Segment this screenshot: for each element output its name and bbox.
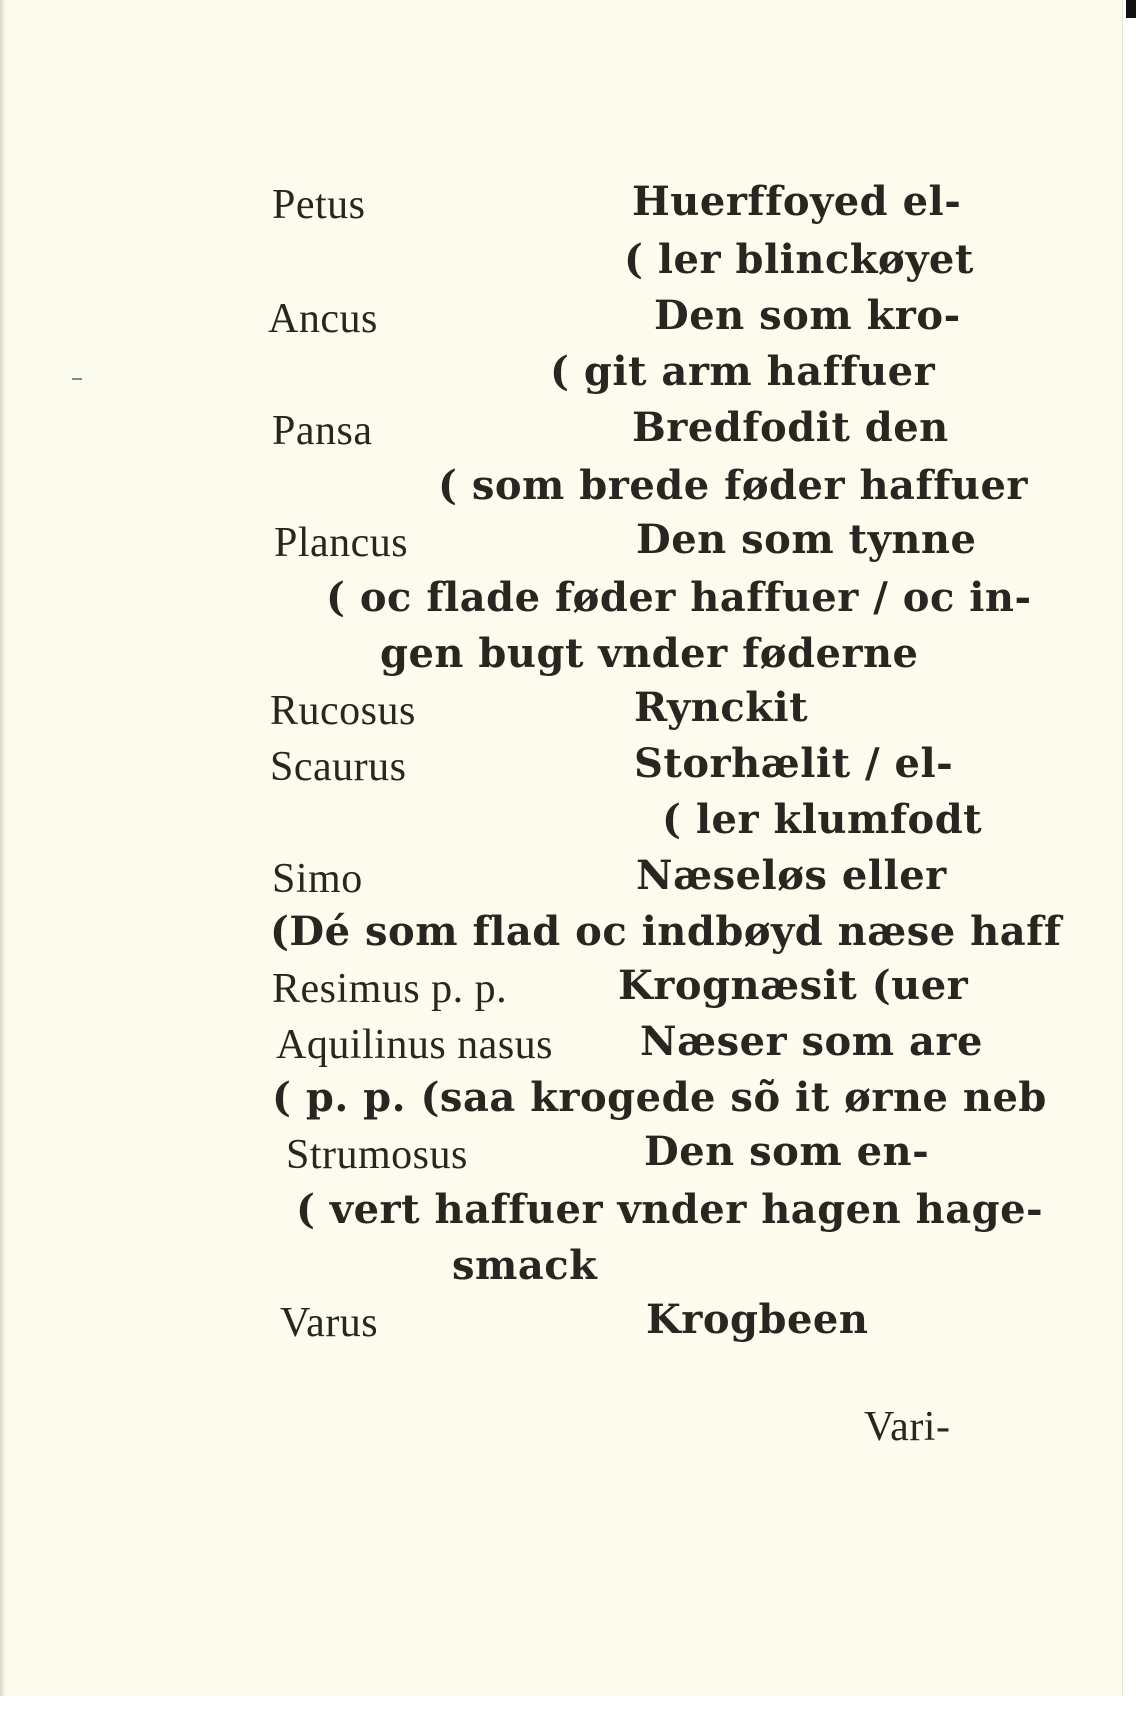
- danish-gloss: ( oc flade føder haffuer / oc in-: [326, 574, 1032, 621]
- danish-gloss: ( p. p. (saa krogede sõ it ørne neb: [272, 1074, 1047, 1121]
- latin-term: Simo: [272, 856, 363, 902]
- danish-gloss: Rynckit: [634, 684, 809, 731]
- danish-gloss: Næser som are: [640, 1018, 983, 1065]
- latin-term: Petus: [272, 182, 366, 228]
- latin-term: Scaurus: [270, 744, 407, 790]
- danish-gloss: ( som brede føder haffuer: [438, 462, 1028, 509]
- scan-corner-mark: [1126, 0, 1136, 18]
- latin-term: Rucosus: [270, 688, 416, 734]
- danish-gloss: Huerffoyed el-: [632, 178, 962, 225]
- danish-gloss: Bredfodit den: [632, 404, 949, 451]
- danish-gloss: (Dé som flad oc indbøyd næse haff: [270, 908, 1062, 955]
- danish-gloss: gen bugt vnder føderne: [380, 630, 919, 677]
- latin-term: Plancus: [274, 520, 409, 566]
- ink-speck: [72, 378, 82, 380]
- danish-gloss: ( vert haffuer vnder hagen hage-: [296, 1186, 1044, 1233]
- latin-term: Varus: [280, 1300, 379, 1346]
- danish-gloss: Krogbeen: [646, 1296, 869, 1343]
- danish-gloss: smack: [452, 1242, 598, 1289]
- page-edge-shadow: [0, 0, 6, 1696]
- danish-gloss: Den som kro-: [654, 292, 961, 339]
- catchword: Vari-: [864, 1404, 951, 1450]
- danish-gloss: Krognæsit (uer: [618, 962, 969, 1009]
- danish-gloss: ( ler klumfodt: [662, 796, 983, 843]
- danish-gloss: Storhælit / el-: [634, 740, 954, 787]
- danish-gloss: Den som en-: [644, 1128, 930, 1175]
- latin-term: Pansa: [272, 408, 373, 454]
- danish-gloss: ( git arm haffuer: [550, 348, 936, 395]
- danish-gloss: Den som tynne: [636, 516, 977, 563]
- danish-gloss: ( ler blinckøyet: [624, 236, 974, 283]
- latin-term: Strumosus: [286, 1132, 468, 1178]
- latin-term: Ancus: [268, 296, 378, 342]
- latin-term: Aquilinus nasus: [276, 1022, 554, 1068]
- latin-term: Resimus p. p.: [272, 966, 508, 1012]
- danish-gloss: Næseløs eller: [636, 852, 947, 899]
